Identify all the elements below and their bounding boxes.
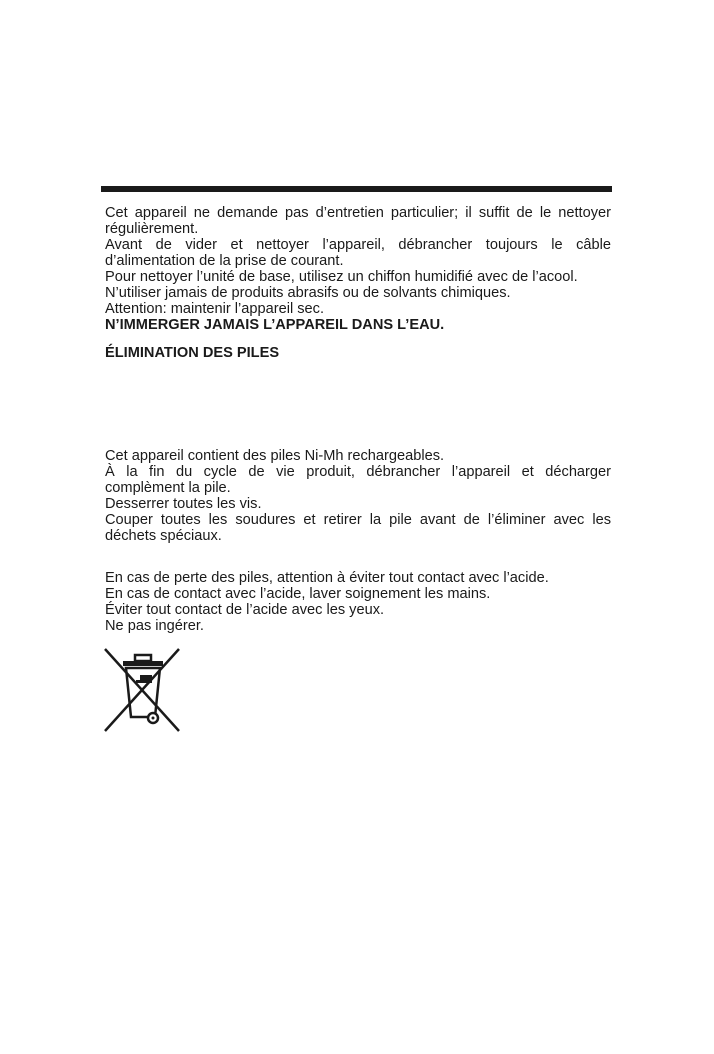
maintenance-line-1: Cet appareil ne demande pas d’entretien particulier; il suffit de le nettoyer [105, 205, 611, 221]
safety-line-1: En cas de perte des piles, attention à éviter tout contact avec l’acide. [105, 570, 549, 586]
crossed-out-wheelie-bin-icon [102, 647, 182, 733]
maintenance-line-2: régulièrement. [105, 221, 199, 237]
disposal-section [105, 448, 611, 544]
maintenance-line-6: N’utiliser jamais de produits abrasifs ou de solvants chimiques. [105, 285, 511, 301]
disposal-line-3: complèment la pile. [105, 480, 231, 496]
battery-disposal-heading: ÉLIMINATION DES PILES [105, 345, 280, 361]
disposal-line-2: À la fin du cycle de vie produit, débrancher l’appareil et décharger [105, 464, 611, 480]
safety-line-3: Éviter tout contact de l’acide avec les yeux. [105, 602, 385, 618]
disposal-line-5: Couper toutes les soudures et retirer la pile avant de l’éliminer avec les [105, 512, 611, 528]
maintenance-line-5: Pour nettoyer l’unité de base, utilisez un chiffon humidifié avec de l’acool. [105, 269, 578, 285]
header-rule [101, 186, 612, 192]
disposal-line-1: Cet appareil contient des piles Ni-Mh rechargeables. [105, 448, 445, 464]
safety-section [105, 570, 611, 634]
immersion-warning: N’IMMERGER JAMAIS L’APPAREIL DANS L’EAU. [105, 317, 445, 333]
disposal-line-4: Desserrer toutes les vis. [105, 496, 262, 512]
maintenance-section [105, 205, 611, 333]
maintenance-line-4: d’alimentation de la prise de courant. [105, 253, 344, 269]
safety-line-4: Ne pas ingérer. [105, 618, 204, 634]
maintenance-line-7: Attention: maintenir l’appareil sec. [105, 301, 325, 317]
maintenance-line-3: Avant de vider et nettoyer l’appareil, débrancher toujours le câble [105, 237, 611, 253]
disposal-line-6: déchets spéciaux. [105, 528, 222, 544]
safety-line-2: En cas de contact avec l’acide, laver soignement les mains. [105, 586, 491, 602]
